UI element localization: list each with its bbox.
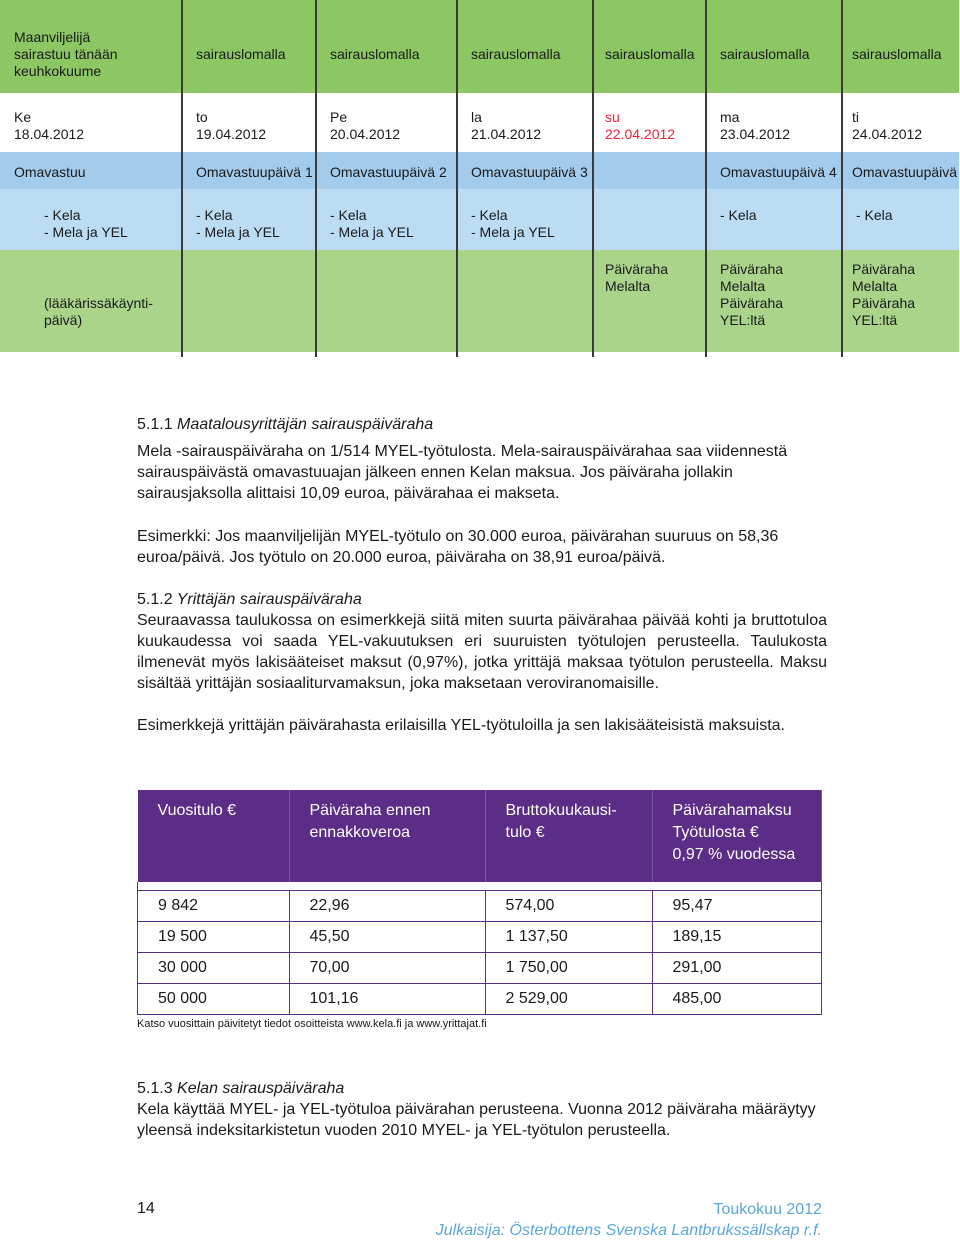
header-text: Vuositulo € [157, 802, 237, 819]
schedule-cell [182, 250, 316, 352]
paragraph: Esimerkki: Jos maanviljelijän MYEL-työtulo on 30.000 euroa, päivärahan suuruus on 58,36 euroa/päivä. Jos työtulo on 20.000 euroa, päiväraha on 38,91 euroa/päivä. [137, 528, 779, 566]
header-text: 0,97 % vuodessa [672, 846, 796, 863]
sick-leave-schedule [0, 0, 960, 352]
page-number: 14 [137, 1200, 155, 1217]
section-heading [137, 414, 827, 435]
schedule-row-dates [0, 93, 960, 152]
table-header [652, 790, 822, 882]
table-cell: 45,50 [289, 922, 485, 953]
schedule-cell [706, 189, 842, 250]
header-text: Työtulosta € [672, 824, 759, 841]
schedule-row-payers [0, 189, 960, 250]
date-cell-sunday [593, 93, 706, 152]
cell-text: - Mela ja YEL [196, 224, 280, 240]
cell-text: sairastuu tänään [14, 46, 118, 62]
cell-text: keuhkokuume [14, 63, 102, 79]
header-text: tulo € [505, 824, 545, 841]
date-label: 19.04.2012 [196, 126, 267, 142]
schedule-cell: sairauslomalla [182, 0, 316, 93]
column-divider [456, 0, 458, 357]
schedule-cell [0, 189, 182, 250]
cell-text: - Kela [720, 207, 757, 223]
schedule-cell: sairauslomalla [593, 0, 706, 93]
schedule-cell [842, 250, 960, 352]
cell-text: Melalta [605, 278, 651, 294]
schedule-cell: sairauslomalla [706, 0, 842, 93]
table-header [485, 790, 652, 882]
section-number: 5.1.1 [137, 416, 173, 433]
paragraph: Kela käyttää MYEL- ja YEL-työtuloa päivärahan perusteena. Vuonna 2012 päiväraha määräytyy yleensä indeksitarkistetun vuoden 2010 MYEL- ja YEL-työtulon perusteella. [137, 1101, 816, 1139]
schedule-cell: Omavastuupäivä 3 [457, 152, 593, 189]
table-cell: 1 750,00 [485, 953, 652, 984]
schedule-cell: Omavastuupäivä [842, 152, 960, 189]
schedule-cell: sairauslomalla [457, 0, 593, 93]
schedule-cell: Omavastuupäivä 4 [706, 152, 842, 189]
schedule-cell [593, 250, 706, 352]
schedule-cell [593, 189, 706, 250]
table-cell: 101,16 [289, 984, 485, 1015]
cell-text: Päiväraha [852, 295, 916, 311]
table-note: Katso vuosittain päivitetyt tiedot osoitteista www.kela.fi ja www.yrittajat.fi [137, 1018, 487, 1030]
spacer-cell [138, 882, 822, 891]
header-text: Päiväraha ennen [309, 802, 431, 819]
table-spacer-row [138, 882, 822, 891]
date-cell [457, 93, 593, 152]
section-heading [137, 589, 827, 610]
cell-text: Päiväraha [852, 261, 916, 277]
table-cell: 189,15 [652, 922, 822, 953]
cell-text: YEL:ltä [720, 312, 766, 328]
schedule-cell [182, 189, 316, 250]
header-text: Bruttokuukausi- [505, 802, 617, 819]
section-number: 5.1.3 [137, 1080, 173, 1097]
date-cell [706, 93, 842, 152]
footer-publisher: Julkaisija: Österbottens Svenska Lantbrukssällskap r.f. [435, 1222, 822, 1239]
schedule-row-deductible [0, 152, 960, 189]
schedule-cell: sairauslomalla [316, 0, 457, 93]
cell-text: Maanviljelijä [14, 29, 91, 45]
day-label: ti [852, 109, 859, 125]
schedule-row-status [0, 0, 960, 93]
day-label: la [471, 109, 482, 125]
column-divider [181, 0, 183, 357]
table-cell: 1 137,50 [485, 922, 652, 953]
schedule-cell: Omavastuu [0, 152, 182, 189]
cell-text: - Kela [856, 207, 893, 223]
cell-text: YEL:ltä [852, 312, 898, 328]
header-text: Päivärahamaksu [672, 802, 792, 819]
schedule-cell [316, 250, 457, 352]
column-divider [592, 0, 594, 357]
section-heading [137, 1078, 827, 1099]
day-label: Ke [14, 109, 32, 125]
table-cell: 95,47 [652, 891, 822, 922]
table-row [138, 984, 822, 1015]
section-5-1-1 [137, 414, 827, 568]
table-header [289, 790, 485, 882]
table-cell: 19 500 [138, 922, 290, 953]
day-label: ma [720, 109, 740, 125]
table-row [138, 953, 822, 984]
schedule-cell [593, 152, 706, 189]
schedule-cell: sairauslomalla [842, 0, 960, 93]
day-label: su [605, 109, 620, 125]
table-cell: 30 000 [138, 953, 290, 984]
schedule-cell [457, 189, 593, 250]
day-label: to [196, 109, 208, 125]
paragraph: Seuraavassa taulukossa on esimerkkejä siitä miten suurta päivärahaa päivää kohti ja bruttotuloa kuukaudessa voi saada YEL-vakuutuksen eri suuruisten työtulojen perusteella. Taulukosta ilmenevät myös lakisääteiset maksut (0,97%), jotka yrittäjä maksaa työtulon perusteella. Maksu sisältää yrittäjän sosiaaliturvamaksun, joka maksetaan veroviranomaisille. [137, 612, 827, 692]
column-divider [841, 0, 843, 357]
paragraph: Mela -sairauspäiväraha on 1/514 MYEL-työtulosta. Mela-sairauspäivärahaa saa viidennestä sairauspäivästä omavastuuajan jälkeen ennen Kelan maksua. Jos päiväraha jollakin sairausjaksolla alittaisi 10,09 euroa, päivärahaa ei makseta. [137, 443, 788, 502]
cell-text: - Mela ja YEL [330, 224, 414, 240]
date-cell [842, 93, 960, 152]
cell-text: Melalta [720, 278, 766, 294]
schedule-cell [842, 189, 960, 250]
column-divider [315, 0, 317, 357]
date-label: 18.04.2012 [14, 126, 85, 142]
date-label: 24.04.2012 [852, 126, 923, 142]
schedule-cell [316, 189, 457, 250]
footer [436, 1199, 822, 1241]
paragraph: Esimerkkejä yrittäjän päivärahasta erilaisilla YEL-työtuloilla ja sen lakisääteisistä maksuista. [137, 717, 785, 734]
section-5-1-2 [137, 589, 827, 736]
cell-text: - Mela ja YEL [471, 224, 555, 240]
table-cell: 50 000 [138, 984, 290, 1015]
date-label: 22.04.2012 [605, 126, 676, 142]
table-cell: 574,00 [485, 891, 652, 922]
cell-text: Päiväraha [605, 261, 669, 277]
cell-text: - Kela [330, 207, 367, 223]
section-title: Maatalousyrittäjän sairauspäiväraha [177, 416, 434, 433]
schedule-cell [457, 250, 593, 352]
cell-text: Melalta [852, 278, 898, 294]
date-label: 23.04.2012 [720, 126, 791, 142]
section-5-1-3 [137, 1078, 827, 1141]
cell-text: - Kela [44, 207, 81, 223]
table-cell: 9 842 [138, 891, 290, 922]
date-cell [316, 93, 457, 152]
table-cell: 291,00 [652, 953, 822, 984]
section-number: 5.1.2 [137, 591, 173, 608]
footer-date: Toukokuu 2012 [713, 1201, 822, 1218]
date-cell [182, 93, 316, 152]
table-row [138, 922, 822, 953]
table-cell: 22,96 [289, 891, 485, 922]
table-cell: 485,00 [652, 984, 822, 1015]
section-title: Kelan sairauspäiväraha [177, 1080, 345, 1097]
table-cell: 70,00 [289, 953, 485, 984]
schedule-cell [706, 250, 842, 352]
table-header [138, 790, 290, 882]
cell-text: Päiväraha [720, 295, 784, 311]
table-header-row [138, 790, 822, 882]
schedule-cell [0, 250, 182, 352]
cell-text: (lääkärissäkäynti- [44, 295, 153, 311]
allowance-table [137, 790, 822, 1015]
header-text: ennakkoveroa [309, 824, 411, 841]
day-label: Pe [330, 109, 348, 125]
cell-text: - Kela [471, 207, 508, 223]
cell-text: Päiväraha [720, 261, 784, 277]
cell-text: päivä) [44, 312, 83, 328]
section-title: Yrittäjän sairauspäiväraha [176, 591, 362, 608]
table-cell: 2 529,00 [485, 984, 652, 1015]
date-cell [0, 93, 182, 152]
date-label: 21.04.2012 [471, 126, 542, 142]
cell-text: - Kela [196, 207, 233, 223]
schedule-cell: Omavastuupäivä 2 [316, 152, 457, 189]
date-label: 20.04.2012 [330, 126, 401, 142]
schedule-row-allowance [0, 250, 960, 352]
cell-text: - Mela ja YEL [44, 224, 128, 240]
schedule-cell [0, 0, 182, 93]
schedule-cell: Omavastuupäivä 1 [182, 152, 316, 189]
column-divider [705, 0, 707, 357]
table-row [138, 891, 822, 922]
